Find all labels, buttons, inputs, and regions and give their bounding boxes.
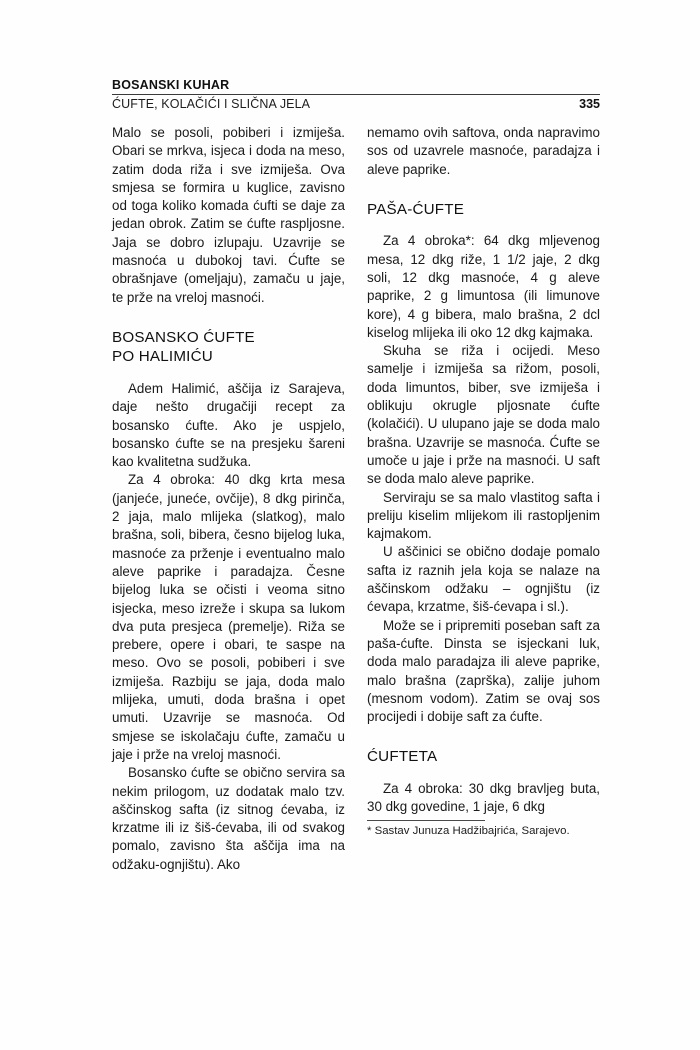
running-head <box>112 78 600 111</box>
paragraph: nemamo ovih saftova, onda napravimo sos od uzavrele masnoće, paradajza i aleve paprike. <box>367 125 600 177</box>
heading-line-1: BOSANSKO ĆUFTE <box>112 328 255 346</box>
paragraph: Za 4 obroka*: 64 dkg mljevenog mesa, 12 dkg riže, 1 1/2 jaje, 2 dkg soli, 12 dkg masnoće, 4 g aleve paprike, 2 g limuntosa (ili limunove kore), 4 g bibera, malo brašna, 2 dcl kiselog mlijeka ili oko 12 dkg kajmaka. <box>367 233 600 340</box>
paragraph: Može se i pripremiti poseban saft za paša-ćufte. Dinsta se isjeckani luk, doda malo paradajza ili aleve paprike, malo brašna (zaprška), zalije juhom (mesnom vodom). Zatim se ovaj sos procijedi i dobije saft za ćufte. <box>367 617 600 725</box>
page-content <box>112 78 600 874</box>
chapter-title: ĆUFTE, KOLAČIĆI I SLIČNA JELA <box>112 97 311 111</box>
footnote-rule <box>367 820 485 821</box>
spacer <box>112 367 345 380</box>
footnote-text: * Sastav Junuza Hadžibajrića, Sarajevo. <box>367 824 570 837</box>
section-heading-pasa-cufte: PAŠA-ĆUFTE <box>367 200 465 218</box>
left-column <box>112 124 345 874</box>
spacer <box>367 179 600 200</box>
paragraph: Za 4 obroka: 30 dkg bravljeg buta, 30 dkg govedine, 1 jaje, 6 dkg <box>367 780 600 815</box>
paragraph: Skuha se riža i ocijedi. Meso samelje i izmiješa sa rižom, posoli, doda limuntos, biber, sve izmiješa i oblikuju okrugle pljosnate ćufte (kolačići). U ulupano jaje se doda malo brašna. Uzavrije se masnoća. Ćufte se umoče u jaje i prže na masnoći. U saft se doda malo aleve paprike. <box>367 343 600 487</box>
paragraph: Adem Halimić, aščija iz Sarajeva, daje nešto drugačiji recept za bosansko ćufte. Ako je uspjelo, bosansko ćufte se na presjeku šareni kao kvalitetna sudžuka. <box>112 380 345 470</box>
paragraph: Serviraju se sa malo vlastitog safta i preliju kiselim mlijekom ili rastopljenim kajmakom. <box>367 489 600 542</box>
page-number: 335 <box>579 97 600 111</box>
spacer <box>112 307 345 328</box>
paragraph: Za 4 obroka: 40 dkg krta mesa (janjeće, juneće, ovčije), 8 dkg pirinča, 2 jaja, malo mlijeka (slatkog), malo brašna, soli, bibera, česno bijelog luka, masnoće za prženje i eventualno malo aleve paprike i paradajza. Česne bijelog luka se očisti i veoma sitno isjecka, meso izreže i skupa sa lukom dva puta presjeca (premelje). Riža se prebere, opere i obari, te saspe na meso. Ovo se posoli, pobiberi i sve izmiješa. Razbiju se jaja, doda malo mlijeka, umuti, doda brašna i opet umuti. Uzavrije se masnoća. Od smjese se iskolačaju ćufte, zamaču u jaje i prže na vreloj masnoći. <box>112 472 345 762</box>
running-head-row <box>112 95 600 111</box>
body-columns <box>112 124 600 874</box>
spacer <box>367 767 600 780</box>
paragraph: Bosansko ćufte se obično servira sa nekim prilogom, uz dodatak malo tzv. aščinskog safta (iz sitnog ćevaba, iz krzatme ili iz šiš-ćevaba, ili od svakog pomalo, zavisno šta aščija ima na odžaku-ognjištu). Ako <box>112 765 345 872</box>
section-heading-cufteta: ĆUFTETA <box>367 748 438 766</box>
right-column <box>367 124 600 874</box>
section-heading-bosansko-cufte <box>112 328 345 367</box>
footnote-block <box>367 820 600 839</box>
spacer <box>367 219 600 232</box>
spacer <box>367 726 600 747</box>
paragraph: U aščinici se obično dodaje pomalo safta iz raznih jela koja se nalaze na aščinskom odžaku – ognjištu (iz ćevapa, krzatme, šiš-ćevapa i sl.). <box>367 544 600 615</box>
heading-line-2: PO HALIMIĆU <box>112 348 213 366</box>
paragraph: Malo se posoli, pobiberi i izmiješa. Obari se mrkva, isjeca i doda na meso, zatim doda riža i sve izmiješa. Ova smjesa se formira u kuglice, zavisno od toga koliko komada ćufti se daje za jedan obrok. Zatim se ćufte raspljosne. Jaja se dobro izlupaju. Uzavrije se masnoća u dubokoj tavi. Ćufte se obrašnjave (omeljaju), zamaču u jaje, te prže na vreloj masnoći. <box>112 125 345 305</box>
book-title: BOSANSKI KUHAR <box>112 78 230 92</box>
